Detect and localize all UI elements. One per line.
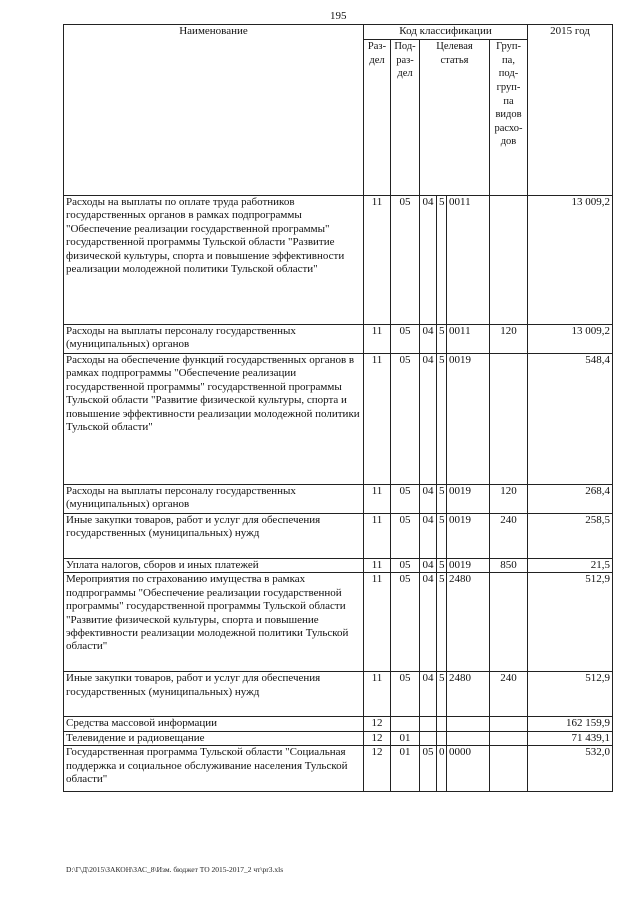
row-podrazdel: 05	[391, 354, 420, 485]
row-podrazdel: 05	[391, 559, 420, 573]
row-amount: 13 009,2	[528, 325, 613, 354]
table-row	[64, 514, 613, 559]
row-name: Иные закупки товаров, работ и услуг для обеспечения государственных (муниципальных) нужд	[64, 514, 364, 559]
row-statya-2	[437, 731, 447, 745]
row-razdel: 11	[364, 514, 391, 559]
header-statya: Целевая статья	[420, 40, 490, 196]
row-podrazdel: 05	[391, 672, 420, 717]
row-podrazdel: 05	[391, 514, 420, 559]
row-razdel: 11	[364, 559, 391, 573]
row-statya-3	[447, 717, 490, 731]
row-amount: 162 159,9	[528, 717, 613, 731]
row-statya-3: 0019	[447, 485, 490, 514]
row-amount: 71 439,1	[528, 731, 613, 745]
row-amount: 258,5	[528, 514, 613, 559]
row-razdel: 12	[364, 746, 391, 792]
row-name: Государственная программа Тульской области "Социальная поддержка и социальное обслуживание населения Тульской области"	[64, 746, 364, 792]
row-statya-3: 0019	[447, 514, 490, 559]
row-amount: 268,4	[528, 485, 613, 514]
row-vid	[490, 573, 528, 672]
row-name: Уплата налогов, сборов и иных платежей	[64, 559, 364, 573]
table-row	[64, 672, 613, 717]
row-vid: 850	[490, 559, 528, 573]
row-statya-2: 5	[437, 485, 447, 514]
row-statya-3: 2480	[447, 672, 490, 717]
row-statya-2: 5	[437, 672, 447, 717]
row-statya-3: 0011	[447, 196, 490, 325]
row-vid: 240	[490, 514, 528, 559]
row-amount: 548,4	[528, 354, 613, 485]
row-name: Телевидение и радиовещание	[64, 731, 364, 745]
page-number: 195	[330, 10, 347, 22]
header-code: Код классификации	[364, 25, 528, 40]
row-statya-2	[437, 717, 447, 731]
row-razdel: 12	[364, 731, 391, 745]
table-row	[64, 717, 613, 731]
row-name: Расходы на обеспечение функций государственных органов в рамках подпрограммы "Обеспечение реализации государственной программы" государственной программы Тульской области "Развитие физической культуры, спорта и повышение эффективности реализации молодежной политики Тульской области"	[64, 354, 364, 485]
row-vid	[490, 746, 528, 792]
table-row	[64, 731, 613, 745]
row-razdel: 11	[364, 325, 391, 354]
row-statya-1: 04	[420, 514, 437, 559]
row-podrazdel	[391, 717, 420, 731]
row-statya-1: 04	[420, 672, 437, 717]
row-name: Мероприятия по страхованию имущества в рамках подпрограммы "Обеспечение реализации государственной программы" государственной программы Тульской области "Развитие физической культуры, спорта и повышение эффективности реализации молодежной политики Тульской области"	[64, 573, 364, 672]
row-podrazdel: 05	[391, 325, 420, 354]
row-statya-1: 04	[420, 325, 437, 354]
row-statya-3: 0011	[447, 325, 490, 354]
row-podrazdel: 05	[391, 573, 420, 672]
row-name: Средства массовой информации	[64, 717, 364, 731]
row-vid: 120	[490, 325, 528, 354]
table-row	[64, 559, 613, 573]
header-name: Наименование	[64, 25, 364, 196]
row-vid	[490, 731, 528, 745]
row-statya-2: 5	[437, 196, 447, 325]
footer-file-path: D:\Г\Д\2015\ЗАКОН\ЗАС_8\Изм. бюджет ТО 2015-2017_2 чт\pr3.xls	[66, 865, 284, 874]
row-vid	[490, 196, 528, 325]
row-vid: 240	[490, 672, 528, 717]
row-amount: 532,0	[528, 746, 613, 792]
table-row	[64, 485, 613, 514]
row-statya-2: 5	[437, 354, 447, 485]
row-podrazdel: 01	[391, 746, 420, 792]
row-podrazdel: 05	[391, 196, 420, 325]
row-amount: 13 009,2	[528, 196, 613, 325]
row-statya-1: 05	[420, 746, 437, 792]
row-razdel: 11	[364, 672, 391, 717]
row-razdel: 11	[364, 573, 391, 672]
row-name: Расходы на выплаты персоналу государственных (муниципальных) органов	[64, 325, 364, 354]
row-statya-1: 04	[420, 196, 437, 325]
row-statya-3	[447, 731, 490, 745]
row-statya-1: 04	[420, 559, 437, 573]
row-statya-2: 0	[437, 746, 447, 792]
budget-table	[63, 24, 613, 792]
table-row	[64, 354, 613, 485]
row-statya-3: 0019	[447, 354, 490, 485]
row-name: Иные закупки товаров, работ и услуг для обеспечения государственных (муниципальных) нужд	[64, 672, 364, 717]
row-razdel: 11	[364, 354, 391, 485]
row-statya-3: 2480	[447, 573, 490, 672]
header-razdel: Раз- дел	[364, 40, 391, 196]
row-name: Расходы на выплаты персоналу государственных (муниципальных) органов	[64, 485, 364, 514]
row-statya-2: 5	[437, 573, 447, 672]
table-row	[64, 196, 613, 325]
table-row	[64, 573, 613, 672]
row-statya-1: 04	[420, 485, 437, 514]
row-vid	[490, 717, 528, 731]
header-vid: Груп- па, под- груп- па видов расхо- дов	[490, 40, 528, 196]
row-statya-1	[420, 731, 437, 745]
table-row	[64, 746, 613, 792]
row-statya-1	[420, 717, 437, 731]
row-razdel: 11	[364, 196, 391, 325]
header-podrazdel: Под- раз- дел	[391, 40, 420, 196]
row-razdel: 12	[364, 717, 391, 731]
row-statya-2: 5	[437, 325, 447, 354]
row-statya-3: 0000	[447, 746, 490, 792]
row-amount: 512,9	[528, 573, 613, 672]
row-statya-1: 04	[420, 573, 437, 672]
row-statya-2: 5	[437, 514, 447, 559]
table-row	[64, 325, 613, 354]
row-vid	[490, 354, 528, 485]
row-statya-1: 04	[420, 354, 437, 485]
row-statya-3: 0019	[447, 559, 490, 573]
row-podrazdel: 05	[391, 485, 420, 514]
row-amount: 21,5	[528, 559, 613, 573]
header-year: 2015 год	[528, 25, 613, 196]
row-vid: 120	[490, 485, 528, 514]
row-name: Расходы на выплаты по оплате труда работников государственных органов в рамках подпрограммы "Обеспечение реализации государственной программы" государственной программы Тульской области "Развитие физической культуры, спорта и повышение эффективности реализации молодежной политики Тульской области"	[64, 196, 364, 325]
row-razdel: 11	[364, 485, 391, 514]
row-statya-2: 5	[437, 559, 447, 573]
row-podrazdel: 01	[391, 731, 420, 745]
row-amount: 512,9	[528, 672, 613, 717]
